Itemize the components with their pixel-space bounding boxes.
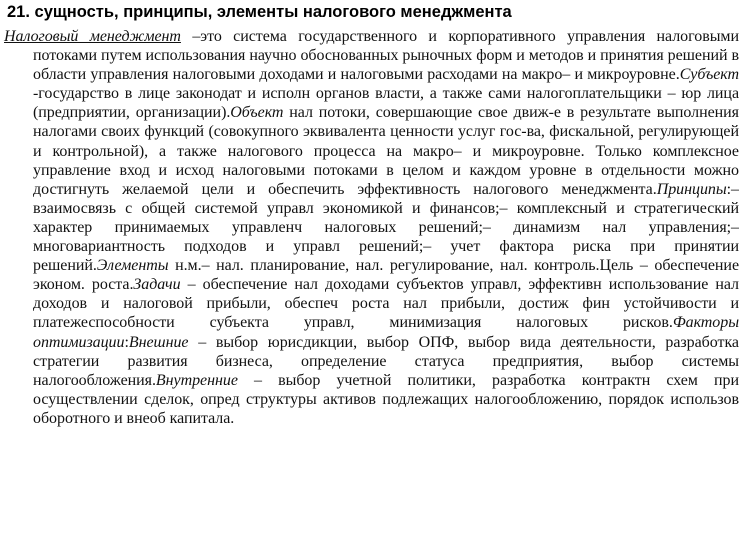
text-run: :– взаимосвязь с общей системой управл экономикой и финансов;– комплексный и стратегический характер принимаемых управленч налоговых решений;– динамизм нал управления;– многовариантность подходов и управл решений;– учет фактора риска при принятии решений.: [33, 180, 739, 275]
text-run: :: [124, 333, 129, 351]
text-run: – выбор юрисдикции, выбор ОПФ, выбор вида деятельности, разработка стратегии развития бизнеса, определение статуса предприятия, выбор системы налогообложения.: [33, 333, 739, 389]
term-italic: Объект: [230, 104, 284, 122]
text-run: –это система государственного и корпоративного управления налоговыми потоками путем использования научно обоснованных рыночных форм и методов и принятия решений в области управления налоговыми доходами и налоговыми расходами на макро– и микроуровне.: [33, 28, 739, 84]
text-run: н.м.– нал. планирование, нал. регулирование, нал. контроль.Цель – обеспечение эконом. роста.: [33, 257, 739, 294]
term-italic: Элементы: [96, 257, 169, 275]
term-italic: Внутренние: [155, 371, 238, 389]
text-run: – обеспечение нал доходами субъектов управл, эффективн использование нал доходов и налоговой прибыли, обеспеч роста нал прибыли, достиж фин устойчивости и платежеспособности субъекта управл, минимизация налоговых рисков.: [33, 276, 739, 332]
term-italic: Субъект: [679, 66, 739, 84]
body-paragraph: [4, 27, 739, 428]
term-italic: Факторы оптимизации: [33, 314, 739, 351]
text-run: -государство в лице законодат и исполн органов власти, а также сами налогоплательщики – юр лица (предприятии, организации).: [33, 85, 739, 122]
term-italic: Налоговый менеджмент: [4, 28, 181, 45]
text-run: нал потоки, совершающие свое движ-е в результате выполнения налогами своих функций (совокупного эквивалента ценности услуг гос-ва, фискальной, регулирующей и контрольной), а также налогового процесса на макро– и микроуровне. Только комплексное управление вход и исход налоговыми потоками в целом и каждом уровне в отдельности можно достигнуть желаемой цели и обеспечить эффективность налогового менеджмента.: [33, 104, 739, 198]
term-italic: Внешние: [128, 333, 189, 351]
text-run: – выбор учетной политики, разработка контрактн схем при осуществлении сделок, опред структуры активов подлежащих налогообложению, порядок использов оборотного и внеоб капитала.: [33, 371, 739, 427]
page-title: 21. сущность, принципы, элементы налогового менеджмента: [7, 3, 512, 21]
term-italic: Задачи: [133, 276, 181, 294]
term-italic: Принципы: [656, 180, 727, 198]
